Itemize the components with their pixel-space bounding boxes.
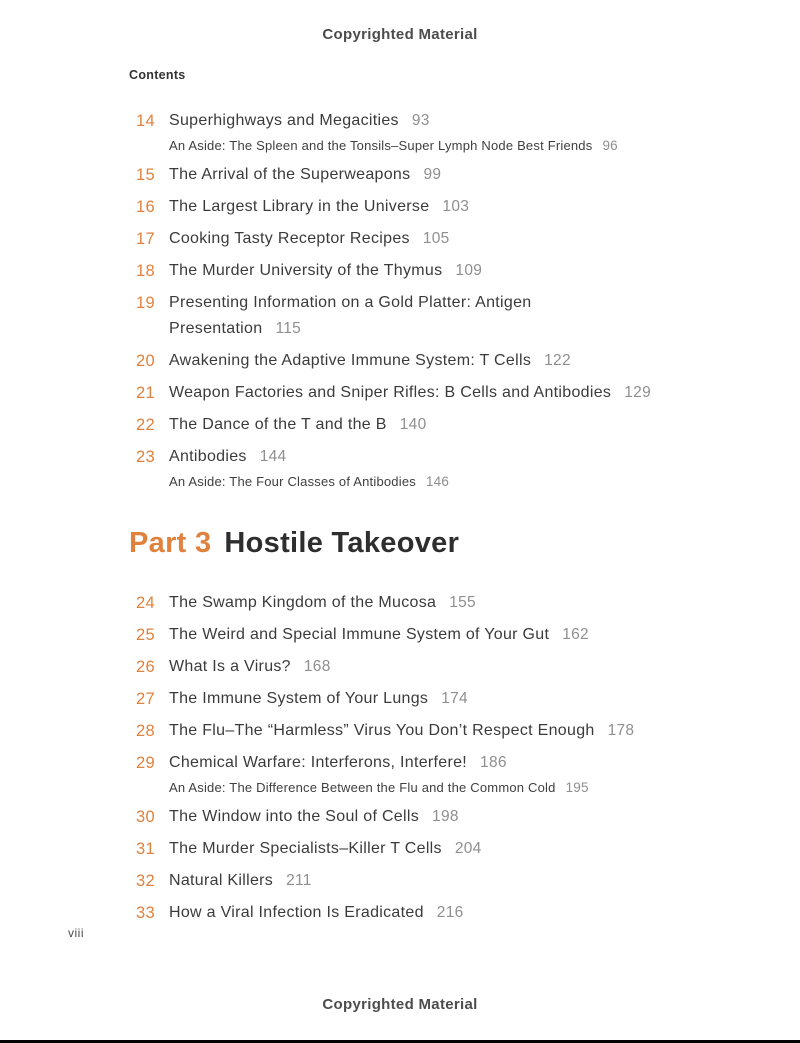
chapter-title: The Swamp Kingdom of the Mucosa (169, 594, 437, 611)
chapter-title: How a Viral Infection Is Eradicated (169, 904, 424, 921)
table-of-contents (129, 108, 710, 926)
aside-page-number: 195 (565, 780, 589, 795)
toc-entry-body (169, 804, 710, 830)
chapter-title: Natural Killers (169, 872, 274, 889)
chapter-title: Awakening the Adaptive Immune System: T Cells (169, 352, 532, 369)
toc-entry-body (169, 258, 710, 284)
chapter-page-number: 103 (442, 198, 470, 215)
toc-entry-body (169, 622, 710, 648)
aside-line (169, 472, 710, 492)
chapter-page-number: 174 (441, 690, 468, 707)
chapter-number: 23 (136, 448, 155, 466)
toc-entry (129, 622, 710, 648)
chapter-title: The Dance of the T and the B (169, 416, 387, 433)
chapter-title: The Largest Library in the Universe (169, 198, 430, 215)
chapter-number: 25 (136, 626, 155, 644)
toc-entry (129, 162, 710, 188)
toc-entry-body (169, 590, 710, 616)
chapter-number: 19 (136, 294, 155, 312)
chapter-title: The Murder Specialists–Killer T Cells (169, 840, 442, 857)
chapter-number: 16 (136, 198, 155, 216)
part-title: Hostile Takeover (224, 527, 460, 559)
chapter-page-number: 93 (411, 112, 430, 129)
toc-entry-body (169, 750, 710, 798)
chapter-page-number: 99 (423, 166, 442, 183)
toc-entry (129, 258, 710, 284)
chapter-page-number: 186 (480, 754, 507, 771)
chapter-title: Cooking Tasty Receptor Recipes (169, 230, 410, 247)
aside-page-number: 146 (425, 474, 450, 489)
toc-entry (129, 380, 710, 406)
chapter-page-number: 162 (562, 626, 589, 643)
toc-entry-body (169, 348, 710, 374)
chapter-number: 20 (136, 352, 155, 370)
toc-entry (129, 108, 710, 156)
toc-list-part2 (129, 108, 710, 492)
chapter-number: 26 (136, 658, 155, 676)
toc-entry (129, 718, 710, 744)
toc-entry (129, 226, 710, 252)
chapter-page-number: 178 (607, 722, 635, 739)
aside-title: An Aside: The Spleen and the Tonsils–Super Lymph Node Best Friends (169, 138, 593, 153)
toc-entry-body (169, 380, 710, 406)
toc-entry (129, 750, 710, 798)
chapter-page-number: 155 (449, 594, 476, 611)
toc-entry-body (169, 412, 710, 438)
chapter-page-number: 129 (624, 384, 651, 401)
toc-entry-body (169, 900, 710, 926)
contents-running-header: Contents (129, 68, 186, 82)
chapter-title: The Flu–The “Harmless” Virus You Don’t Respect Enough (169, 722, 595, 739)
chapter-title: The Window into the Soul of Cells (169, 808, 420, 825)
chapter-number: 14 (136, 112, 155, 130)
chapter-title: Chemical Warfare: Interferons, Interfere! (169, 754, 468, 771)
copyright-notice-top: Copyrighted Material (322, 26, 478, 43)
chapter-number: 22 (136, 416, 155, 434)
toc-entry (129, 804, 710, 830)
chapter-number: 21 (136, 384, 155, 402)
aside-page-number: 96 (602, 138, 618, 153)
chapter-page-number: 140 (399, 416, 427, 433)
chapter-title: The Weird and Special Immune System of Your Gut (169, 626, 550, 643)
toc-entry-body (169, 290, 710, 342)
aside-line (169, 778, 710, 798)
toc-entry-body (169, 718, 710, 744)
chapter-page-number: 204 (454, 840, 482, 857)
toc-entry-body (169, 194, 710, 220)
aside-line (169, 136, 710, 156)
chapter-title: The Arrival of the Superweapons (169, 166, 411, 183)
aside-title: An Aside: The Difference Between the Flu and the Common Cold (169, 780, 556, 795)
toc-entry (129, 900, 710, 926)
chapter-page-number: 198 (432, 808, 459, 825)
toc-entry (129, 868, 710, 894)
toc-entry (129, 290, 710, 342)
chapter-page-number: 115 (275, 320, 302, 337)
toc-entry (129, 348, 710, 374)
toc-entry-body (169, 868, 710, 894)
toc-entry-body (169, 162, 710, 188)
copyright-notice-bottom: Copyrighted Material (322, 996, 478, 1013)
toc-entry (129, 654, 710, 680)
chapter-title: What Is a Virus? (169, 658, 291, 675)
part-heading (129, 526, 710, 560)
chapter-page-number: 216 (436, 904, 464, 921)
chapter-title: Weapon Factories and Sniper Rifles: B Cells and Antibodies (169, 384, 612, 401)
chapter-page-number: 105 (422, 230, 450, 247)
chapter-number: 32 (136, 872, 155, 890)
chapter-title: The Immune System of Your Lungs (169, 690, 429, 707)
chapter-number: 28 (136, 722, 155, 740)
toc-entry (129, 590, 710, 616)
chapter-number: 33 (136, 904, 155, 922)
toc-entry (129, 686, 710, 712)
chapter-title: Presenting Information on a Gold Platter: Antigen Presentation (169, 294, 532, 337)
chapter-number: 29 (136, 754, 155, 772)
toc-list-part3 (129, 590, 710, 926)
chapter-title: Superhighways and Megacities (169, 112, 399, 129)
chapter-number: 17 (136, 230, 155, 248)
toc-entry (129, 444, 710, 492)
toc-entry-body (169, 108, 710, 156)
chapter-page-number: 168 (303, 658, 331, 675)
toc-entry (129, 412, 710, 438)
chapter-title: Antibodies (169, 448, 247, 465)
chapter-title: The Murder University of the Thymus (169, 262, 443, 279)
toc-entry-body (169, 686, 710, 712)
chapter-number: 30 (136, 808, 155, 826)
chapter-page-number: 144 (259, 448, 287, 465)
chapter-number: 15 (136, 166, 155, 184)
chapter-number: 24 (136, 594, 155, 612)
chapter-number: 31 (136, 840, 155, 858)
toc-entry-body (169, 654, 710, 680)
chapter-number: 18 (136, 262, 155, 280)
toc-entry (129, 836, 710, 862)
part-number-label: Part 3 (129, 527, 212, 559)
aside-title: An Aside: The Four Classes of Antibodies (169, 474, 416, 489)
toc-entry-body (169, 444, 710, 492)
page-folio: viii (68, 926, 84, 940)
chapter-page-number: 122 (544, 352, 571, 369)
toc-entry (129, 194, 710, 220)
toc-entry-body (169, 226, 710, 252)
chapter-number: 27 (136, 690, 155, 708)
chapter-page-number: 211 (286, 872, 312, 889)
toc-entry-body (169, 836, 710, 862)
chapter-page-number: 109 (455, 262, 483, 279)
